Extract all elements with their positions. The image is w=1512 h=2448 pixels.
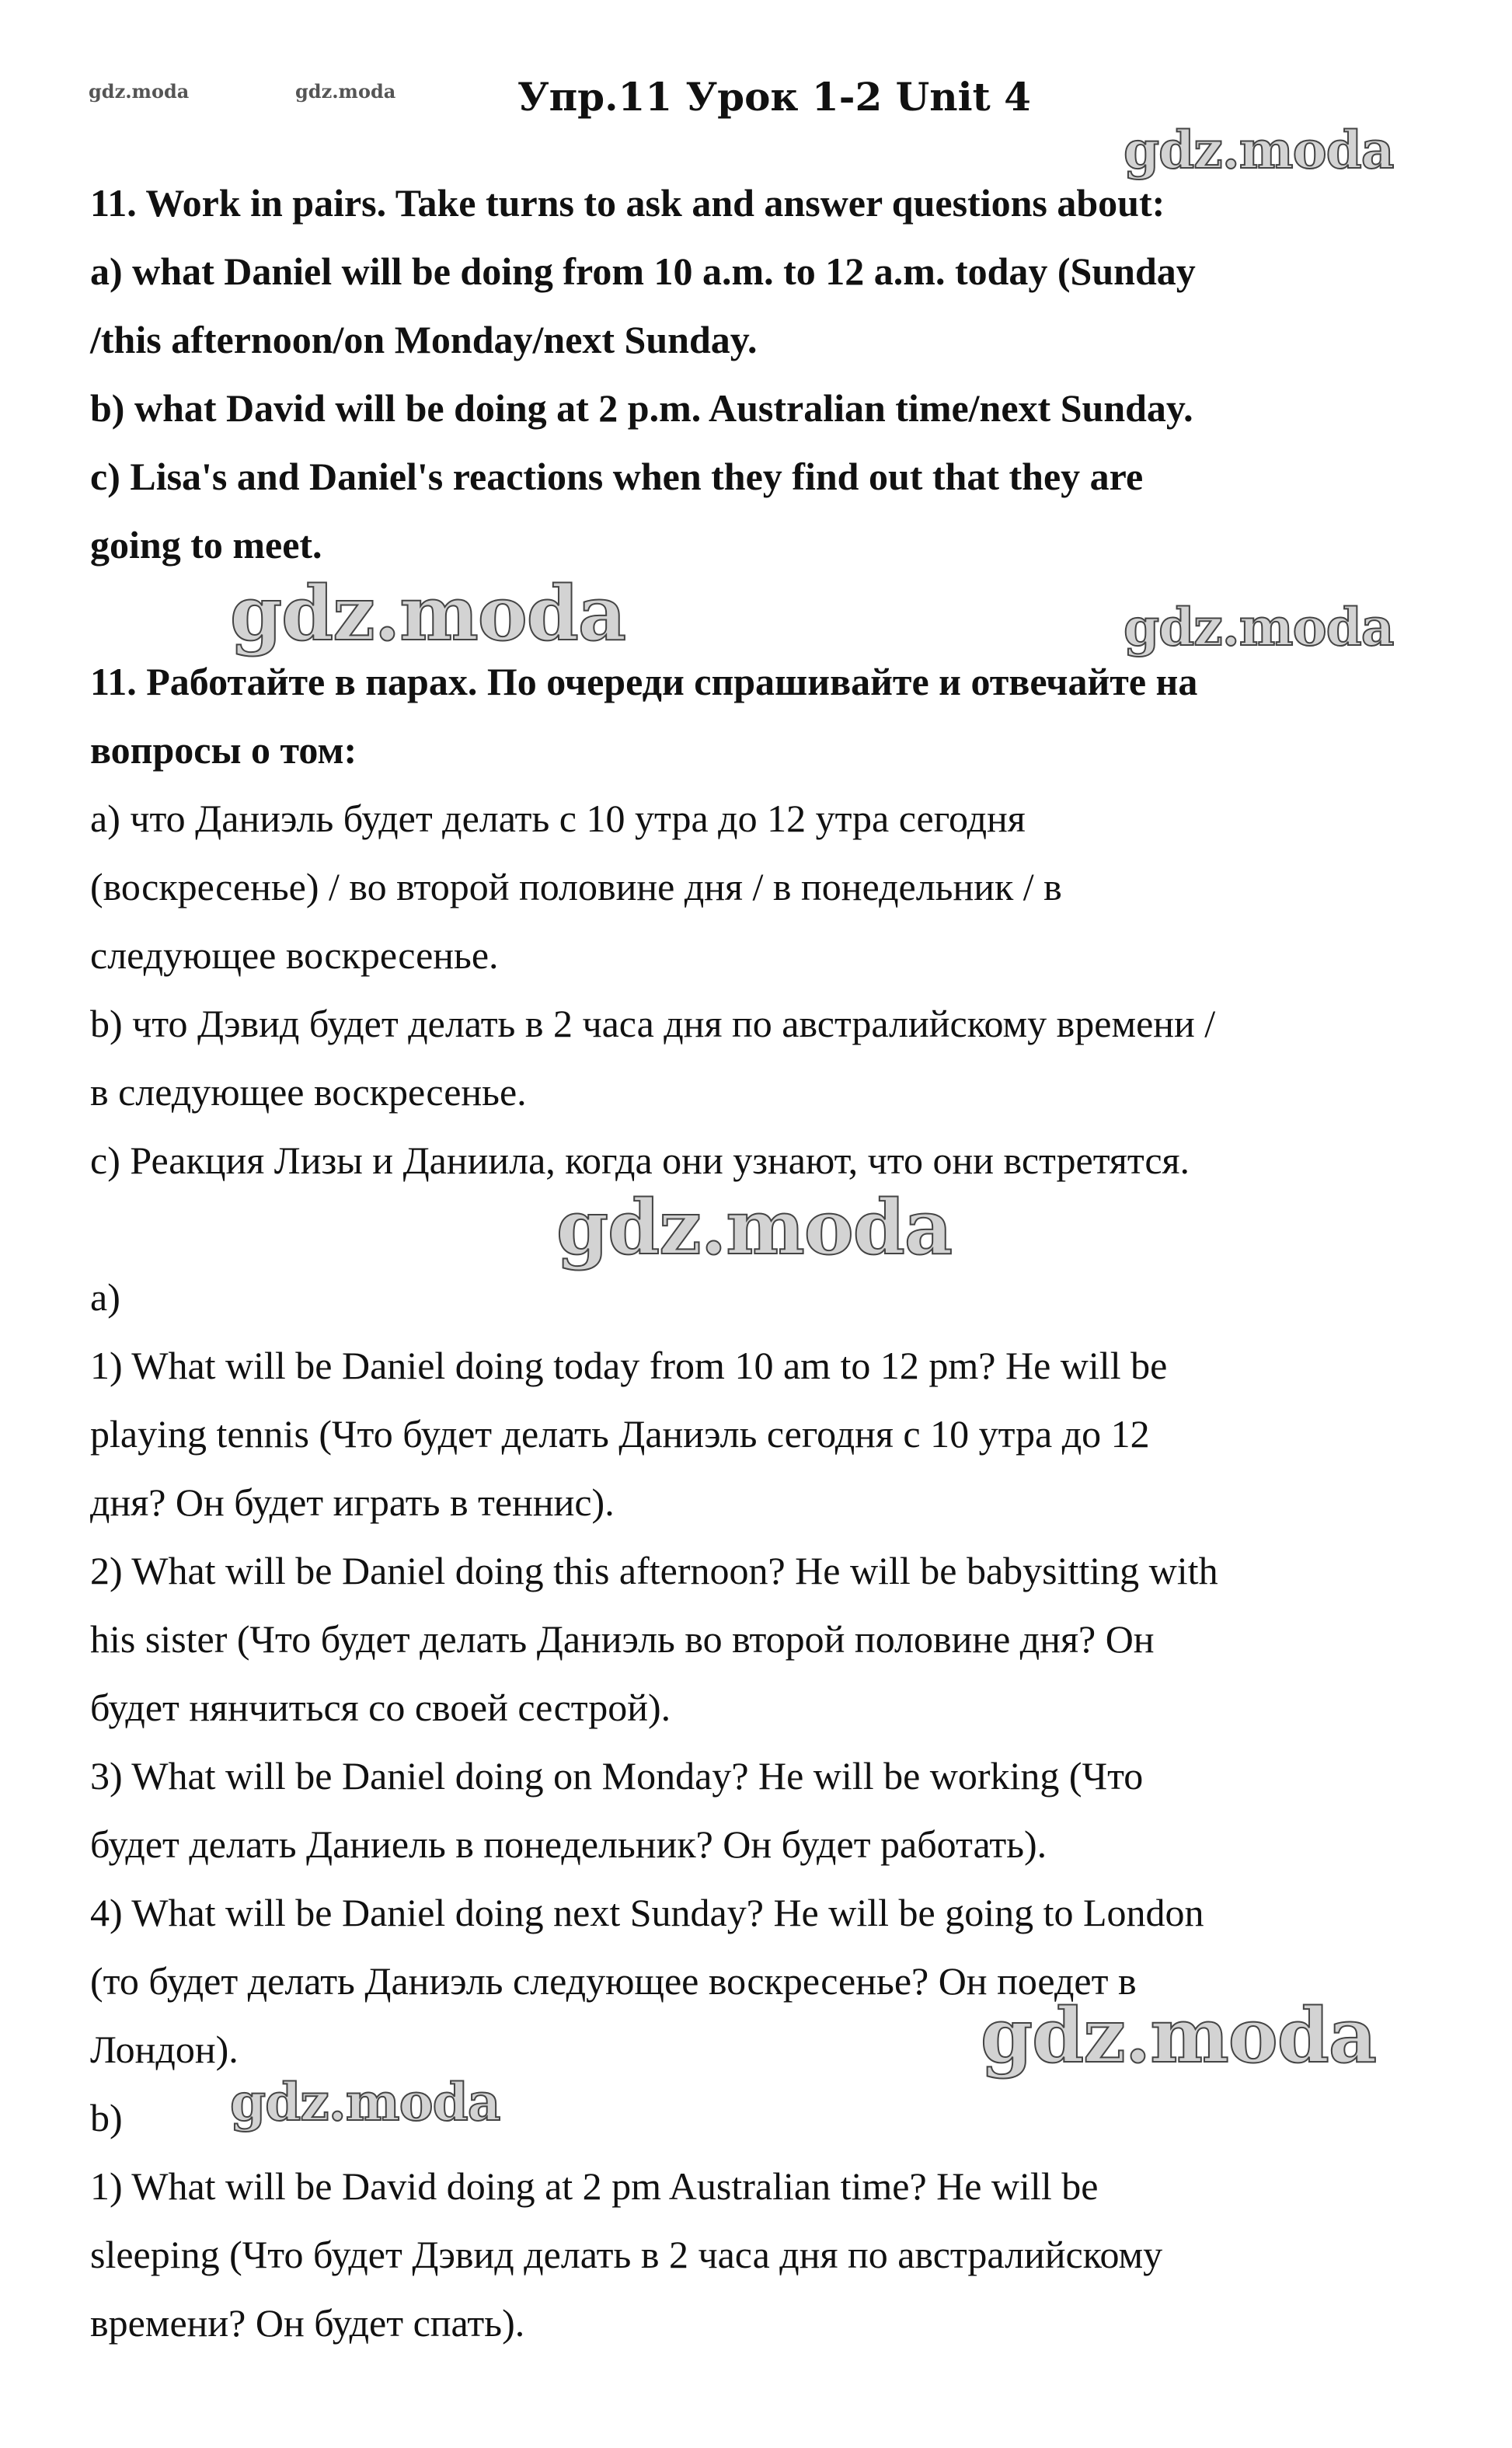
task-en-line: b) what David will be doing at 2 p.m. Australian time/next Sunday. [90, 386, 1193, 430]
watermark: gdz.moda [556, 1184, 953, 1271]
answer-line: 3) What will be Daniel doing on Monday? He will be working (Что [90, 1754, 1144, 1798]
answer-line: 2) What will be Daniel doing this afternoon? He will be babysitting with [90, 1549, 1218, 1592]
answer-line: sleeping (Что будет Дэвид делать в 2 часа дня по австралийскому [90, 2233, 1163, 2276]
answer-line: будет делать Даниель в понедельник? Он будет работать). [90, 1822, 1047, 1866]
task-ru-line: (воскресенье) / во второй половине дня / в понедельник / в [90, 865, 1062, 908]
answer-line: дня? Он будет играть в теннис). [90, 1480, 615, 1524]
task-en-line: going to meet. [90, 523, 322, 567]
task-en-line: a) what Daniel will be doing from 10 a.m. to 12 a.m. today (Sunday [90, 249, 1196, 293]
answer-line: (то будет делать Даниэль следующее воскресенье? Он поедет в [90, 1959, 1137, 2003]
answer-line: времени? Он будет спать). [90, 2301, 525, 2345]
watermark-small: gdz.moda [295, 80, 396, 103]
task-ru-line: в следующее воскресенье. [90, 1070, 527, 1114]
answer-line: 1) What will be David doing at 2 pm Australian time? He will be [90, 2164, 1099, 2208]
answer-line: будет нянчиться со своей сестрой). [90, 1686, 671, 1729]
task-en-line: /this afternoon/on Monday/next Sunday. [90, 318, 758, 361]
task-ru-heading: 11. Работайте в парах. По очереди спрашивайте и отвечайте на [90, 660, 1198, 703]
answer-line: his sister (Что будет делать Даниэль во второй половине дня? Он [90, 1617, 1155, 1661]
task-ru-line: c) Реакция Лизы и Даниила, когда они узнают, что они встретятся. [90, 1139, 1190, 1182]
answer-line: playing tennis (Что будет делать Даниэль сегодня с 10 утра до 12 [90, 1412, 1150, 1456]
task-ru-line: b) что Дэвид будет делать в 2 часа дня по австралийскому времени / [90, 1002, 1216, 1045]
watermark: gdz.moda [230, 2072, 500, 2132]
page-title: Упр.11 Урок 1-2 Unit 4 [517, 74, 1031, 120]
answer-line: 1) What will be Daniel doing today from 10 am to 12 pm? He will be [90, 1344, 1168, 1387]
watermark-small: gdz.moda [89, 80, 190, 103]
watermark: gdz.moda [230, 570, 626, 657]
watermark: gdz.moda [1124, 597, 1394, 657]
task-en-line: c) Lisa's and Daniel's reactions when they find out that they are [90, 455, 1144, 498]
watermark: gdz.moda [1124, 120, 1394, 180]
answer-line: 4) What will be Daniel doing next Sunday? He will be going to London [90, 1891, 1204, 1934]
task-ru-heading: вопросы о том: [90, 728, 357, 772]
answer-line: Лондон). [90, 2028, 239, 2071]
task-ru-line: а) что Даниэль будет делать с 10 утра до 12 утра сегодня [90, 797, 1026, 840]
answer-section-label: a) [90, 1275, 120, 1319]
task-en-line: 11. Work in pairs. Take turns to ask and answer questions about: [90, 181, 1165, 225]
watermark: gdz.moda [981, 1992, 1377, 2080]
task-ru-line: следующее воскресенье. [90, 933, 499, 977]
answer-section-label: b) [90, 2096, 123, 2139]
